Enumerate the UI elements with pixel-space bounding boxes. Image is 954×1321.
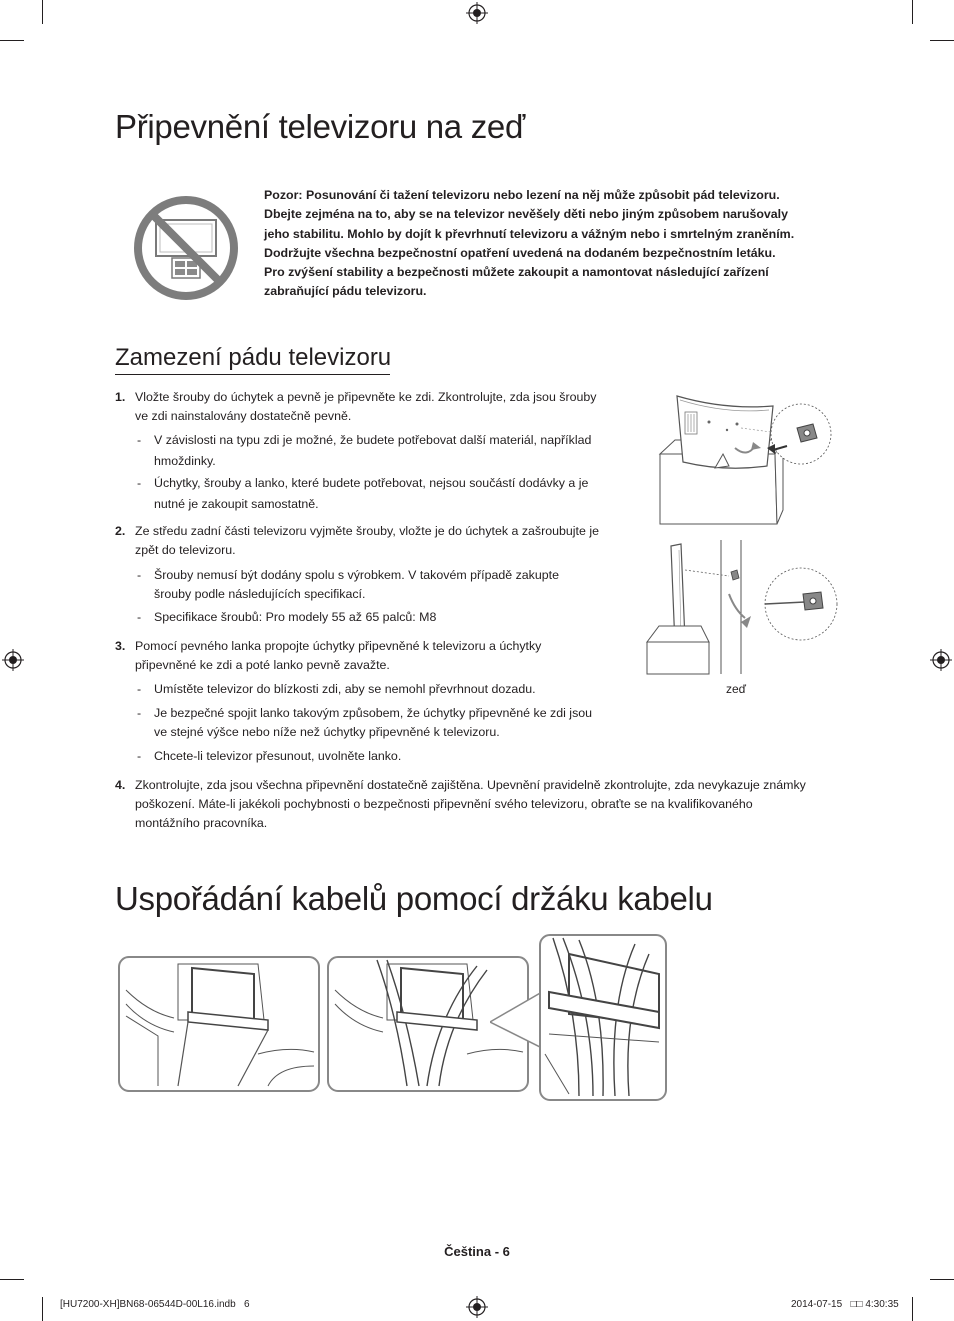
section-underline	[115, 374, 390, 375]
warning-line: zabraňující pádu televizoru.	[264, 284, 427, 299]
step-2-sub-2: - Specifikace šroubů: Pro modely 55 až 65 palců: M8	[115, 608, 635, 627]
step-1	[115, 388, 635, 426]
warning-line: jeho stabilitu. Mohlo by dojít k převrhnutí televizoru a vážným nebo i smrtelným zraněním.	[264, 226, 795, 241]
step-number: 4.	[115, 778, 126, 792]
step-3-sub-1: - Umístěte televizor do blízkosti zdi, aby se nemohl převrhnout dozadu.	[115, 680, 635, 699]
step-text: Pomocí pevného lanka propojte úchytky připevněné k televizoru a úchytky	[135, 639, 542, 653]
step-text: Ze středu zadní části televizoru vyjměte šrouby, vložte je do úchytek a zašroubujte je	[135, 524, 599, 538]
step-text: ve zdi nainstalovány dostatečně pevně.	[135, 409, 352, 423]
sub-text: Šrouby nemusí být dodány spolu s výrobkem. V takovém případě zakupte	[154, 568, 559, 582]
crop-mark	[930, 1279, 954, 1280]
section-title: Zamezení pádu televizoru	[115, 344, 392, 371]
no-tv-on-furniture-icon	[132, 194, 240, 302]
step-4	[115, 776, 845, 833]
step-number: 2.	[115, 524, 126, 538]
tv-back-bracket-illustration	[655, 392, 840, 527]
registration-mark-icon	[466, 2, 488, 24]
warning-line: Pozor: Posunování či tažení televizoru nebo lezení na něj může způsobit pád televizoru.	[264, 188, 780, 202]
sub-text: Úchytky, šrouby a lanko, které budete potřebovat, nejsou součástí dodávky a je	[154, 476, 589, 490]
cable-section-title: Uspořádání kabelů pomocí držáku kabelu	[115, 880, 713, 917]
step-2	[115, 522, 635, 560]
page-title: Připevnění televizoru na zeď	[115, 108, 525, 145]
registration-mark-icon	[2, 649, 24, 671]
crop-mark	[42, 1297, 43, 1321]
step-text: Zkontrolujte, zda jsou všechna připevnění dostatečně zajištěna. Upevnění pravidelně zkontrolujte, zda nevykazuje známky	[135, 778, 806, 792]
step-text: zpět do televizoru.	[135, 543, 236, 557]
sub-text: Chcete-li televizor přesunout, uvolněte lanko.	[154, 749, 402, 763]
step-3	[115, 637, 635, 675]
wall-caption: zeď	[726, 682, 747, 696]
step-text: Vložte šrouby do úchytek a pevně je připevněte ke zdi. Zkontrolujte, zda jsou šrouby	[135, 390, 597, 404]
crop-mark	[912, 1297, 913, 1321]
crop-mark	[42, 0, 43, 24]
crop-mark	[0, 1279, 24, 1280]
step-text: poškození. Máte-li jakékoli pochybnosti o bezpečnosti připevnění svého televizoru, obraťte se na kvalifikovaného	[135, 797, 753, 811]
warning-text	[264, 186, 844, 302]
sub-text: hmoždinky.	[154, 454, 216, 468]
step-text: připevněné ke zdi a poté lanko pevně zavažte.	[135, 658, 390, 672]
sub-text: Je bezpečné spojit lanko takovým způsobem, že úchytky připevněné ke zdi jsou	[154, 706, 593, 720]
print-slug-file: [HU7200-XH]BN68-06544D-00L16.indb 6	[60, 1299, 250, 1310]
step-1-sub-1: - V závislosti na typu zdi je možné, že budete potřebovat další materiál, například hmoždinky.	[115, 431, 635, 471]
crop-mark	[912, 0, 913, 24]
page-number: Čeština - 6	[444, 1244, 510, 1259]
crop-mark	[930, 40, 954, 41]
warning-line: Pro zvýšení stability a bezpečnosti můžete zakoupit a namontovat následující zařízení	[264, 265, 769, 280]
registration-mark-icon	[930, 649, 952, 671]
step-number: 1.	[115, 390, 126, 404]
tv-wall-cable-illustration	[645, 540, 841, 680]
crop-mark	[0, 40, 24, 41]
zoom-connector	[490, 992, 542, 1052]
warning-line: Dbejte zejména na to, aby se na televizor nevěšely děti nebo jiným způsobem narušovaly	[264, 207, 789, 222]
cable-holder-illustration-1	[118, 956, 320, 1092]
sub-text: nutné je zakoupit samostatně.	[154, 497, 319, 511]
sub-text: Umístěte televizor do blízkosti zdi, aby se nemohl převrhnout dozadu.	[154, 682, 536, 696]
registration-mark-icon	[466, 1296, 488, 1318]
step-3-sub-3: - Chcete-li televizor přesunout, uvolněte lanko.	[115, 747, 635, 766]
cable-holder-zoom-illustration	[539, 934, 667, 1101]
print-slug-date: 2014-07-15 □□ 4:30:35	[791, 1299, 899, 1310]
sub-text: V závislosti na typu zdi je možné, že budete potřebovat další materiál, například	[154, 433, 592, 447]
step-3-sub-2: - Je bezpečné spojit lanko takovým způsobem, že úchytky připevněné ke zdi jsou ve stejné výšce nebo níže než úchytky připevněné k televizoru.	[115, 704, 635, 742]
step-2-sub-1: - Šrouby nemusí být dodány spolu s výrobkem. V takovém případě zakupte šrouby podle následujících specifikací.	[115, 566, 635, 604]
step-number: 3.	[115, 639, 126, 653]
sub-text: ve stejné výšce nebo níže než úchytky připevněné k televizoru.	[154, 725, 500, 739]
sub-text: Specifikace šroubů: Pro modely 55 až 65 palců: M8	[154, 610, 437, 624]
step-text: montážního pracovníka.	[135, 816, 268, 830]
warning-line: Dodržujte všechna bezpečnostní opatření uvedená na dodaném bezpečnostním letáku.	[264, 245, 776, 260]
step-1-sub-2: - Úchytky, šrouby a lanko, které budete potřebovat, nejsou součástí dodávky a je nutné je zakoupit samostatně.	[115, 474, 635, 514]
sub-text: šrouby podle následujících specifikací.	[154, 587, 366, 601]
